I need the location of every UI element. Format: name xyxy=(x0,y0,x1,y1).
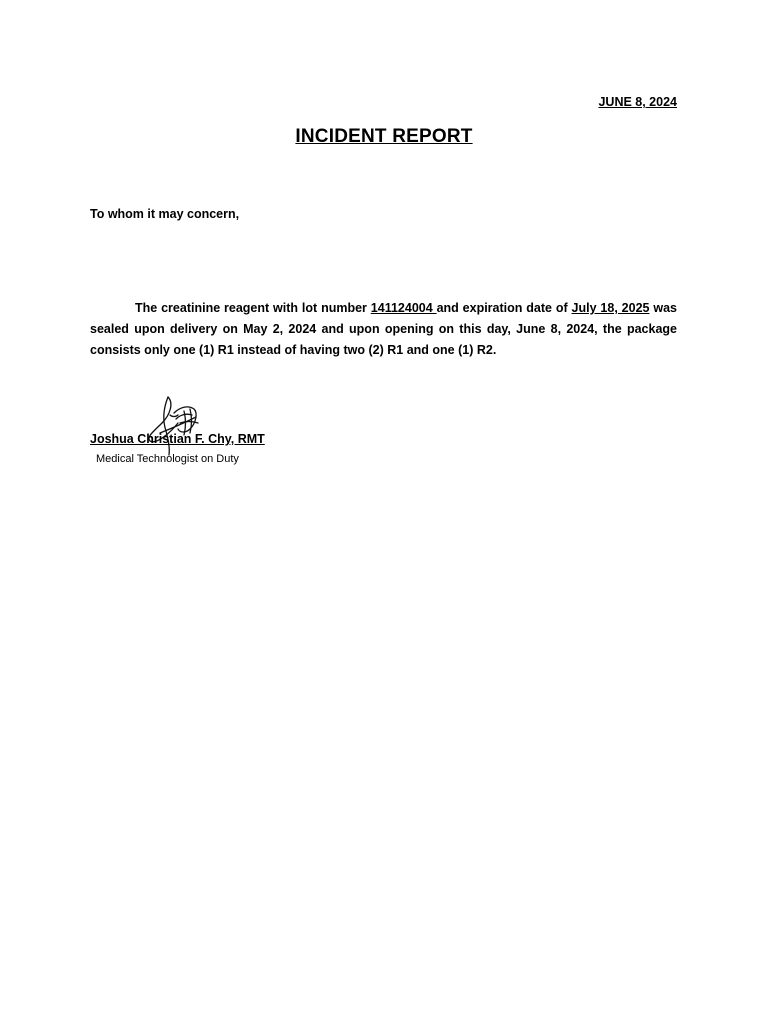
body-text-part1: The creatinine reagent with lot number xyxy=(135,301,371,315)
body-text-part2: and expiration date of xyxy=(436,301,572,315)
report-title: INCIDENT REPORT xyxy=(295,126,473,147)
signatory-name: Joshua Christian F. Chy, RMT xyxy=(90,432,265,446)
signatory-title: Medical Technologist on Duty xyxy=(96,453,239,465)
salutation: To whom it may concern, xyxy=(90,207,240,221)
expiration-date: July 18, 2025 xyxy=(571,301,650,315)
report-body-paragraph xyxy=(90,298,677,361)
report-date: JUNE 8, 2024 xyxy=(598,95,677,109)
body-text-part3: was sealed upon delivery on May 2, 2024 and upon opening on this day, June 8, 2024, the package consists only one (1) R1 instead of having two (2) R1 and one (1) R2. xyxy=(90,301,677,357)
lot-number: 141124004 xyxy=(370,301,437,315)
handwritten-signature xyxy=(140,393,208,459)
